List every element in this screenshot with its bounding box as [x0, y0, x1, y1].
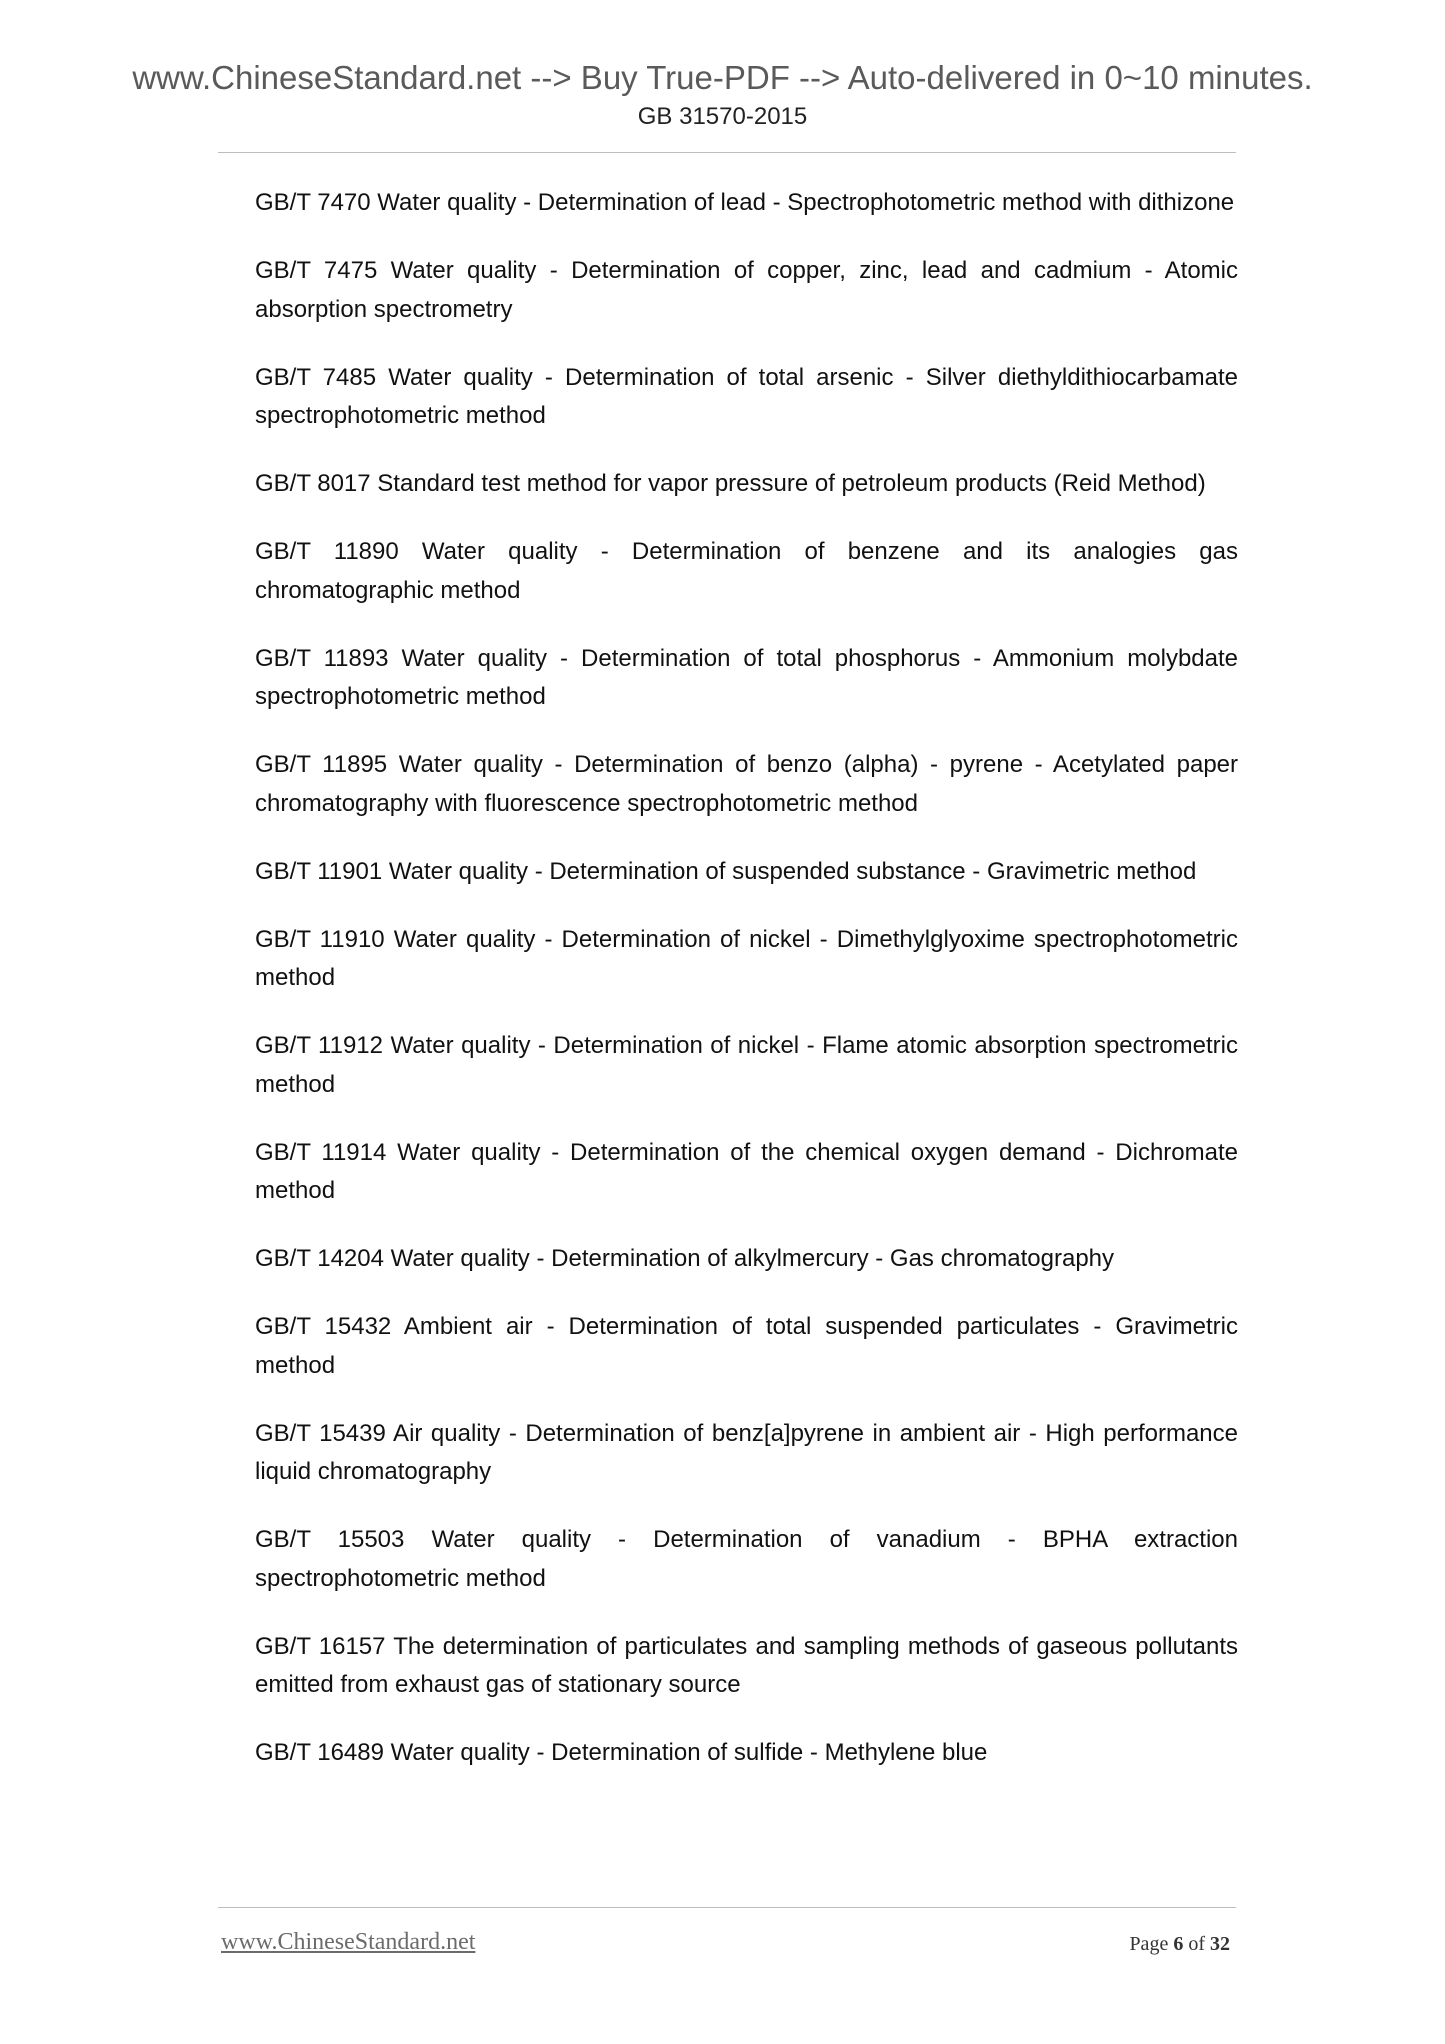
page-number — [1129, 1930, 1230, 1958]
reference-item: GB/T 15439 Air quality - Determination of benz[a]pyrene in ambient air - High performance liquid chromatography — [255, 1419, 1238, 1485]
standard-code: GB 31570-2015 — [637, 103, 808, 130]
reference-item: GB/T 11901 Water quality - Determination of suspended substance - Gravimetric method — [255, 857, 1197, 885]
reference-item: GB/T 11890 Water quality - Determination of benzene and its analogies gas chromatographic method — [255, 538, 1238, 604]
page-total: 32 — [1210, 1933, 1230, 1955]
reference-item: GB/T 15503 Water quality - Determination of vanadium - BPHA extraction spectrophotometric method — [255, 1526, 1238, 1592]
reference-item: GB/T 16157 The determination of particulates and sampling methods of gaseous pollutants emitted from exhaust gas of stationary source — [255, 1632, 1238, 1698]
reference-item: GB/T 14204 Water quality - Determination of alkylmercury - Gas chromatography — [255, 1245, 1115, 1272]
footer-site-link[interactable]: www.ChineseStandard.net — [221, 1929, 476, 1955]
reference-list — [255, 184, 1238, 1802]
page-current: 6 — [1173, 1933, 1184, 1955]
reference-item: GB/T 11893 Water quality - Determination of total phosphorus - Ammonium molybdate spectrophotometric method — [255, 644, 1238, 710]
reference-item: GB/T 11895 Water quality - Determination of benzo (alpha) - pyrene - Acetylated paper chromatography with fluorescence spectrophotometric method — [255, 751, 1238, 817]
reference-item: GB/T 7475 Water quality - Determination of copper, zinc, lead and cadmium - Atomic absorption spectrometry — [255, 257, 1238, 323]
reference-item: GB/T 11910 Water quality - Determination of nickel - Dimethylglyoxime spectrophotometric method — [255, 925, 1238, 991]
reference-item: GB/T 15432 Ambient air - Determination of total suspended particulates - Gravimetric method — [255, 1313, 1238, 1379]
page-prefix: Page — [1129, 1933, 1169, 1955]
reference-item: GB/T 7485 Water quality - Determination of total arsenic - Silver diethyldithiocarbamate spectrophotometric method — [255, 363, 1238, 429]
reference-item: GB/T 8017 Standard test method for vapor pressure of petroleum products (Reid Method) — [255, 470, 1206, 497]
reference-item: GB/T 11912 Water quality - Determination of nickel - Flame atomic absorption spectrometric method — [255, 1032, 1238, 1098]
header-divider — [218, 152, 1236, 153]
reference-item: GB/T 16489 Water quality - Determination of sulfide - Methylene blue — [255, 1739, 988, 1766]
footer-divider — [218, 1907, 1236, 1908]
promo-banner[interactable]: www.ChineseStandard.net --> Buy True-PDF --> Auto-delivered in 0~10 minutes. — [132, 59, 1313, 96]
reference-item: GB/T 7470 Water quality - Determination of lead - Spectrophotometric method with dithizone — [255, 189, 1235, 216]
reference-item: GB/T 11914 Water quality - Determination of the chemical oxygen demand - Dichromate method — [255, 1138, 1238, 1204]
page-of: of — [1188, 1933, 1205, 1955]
